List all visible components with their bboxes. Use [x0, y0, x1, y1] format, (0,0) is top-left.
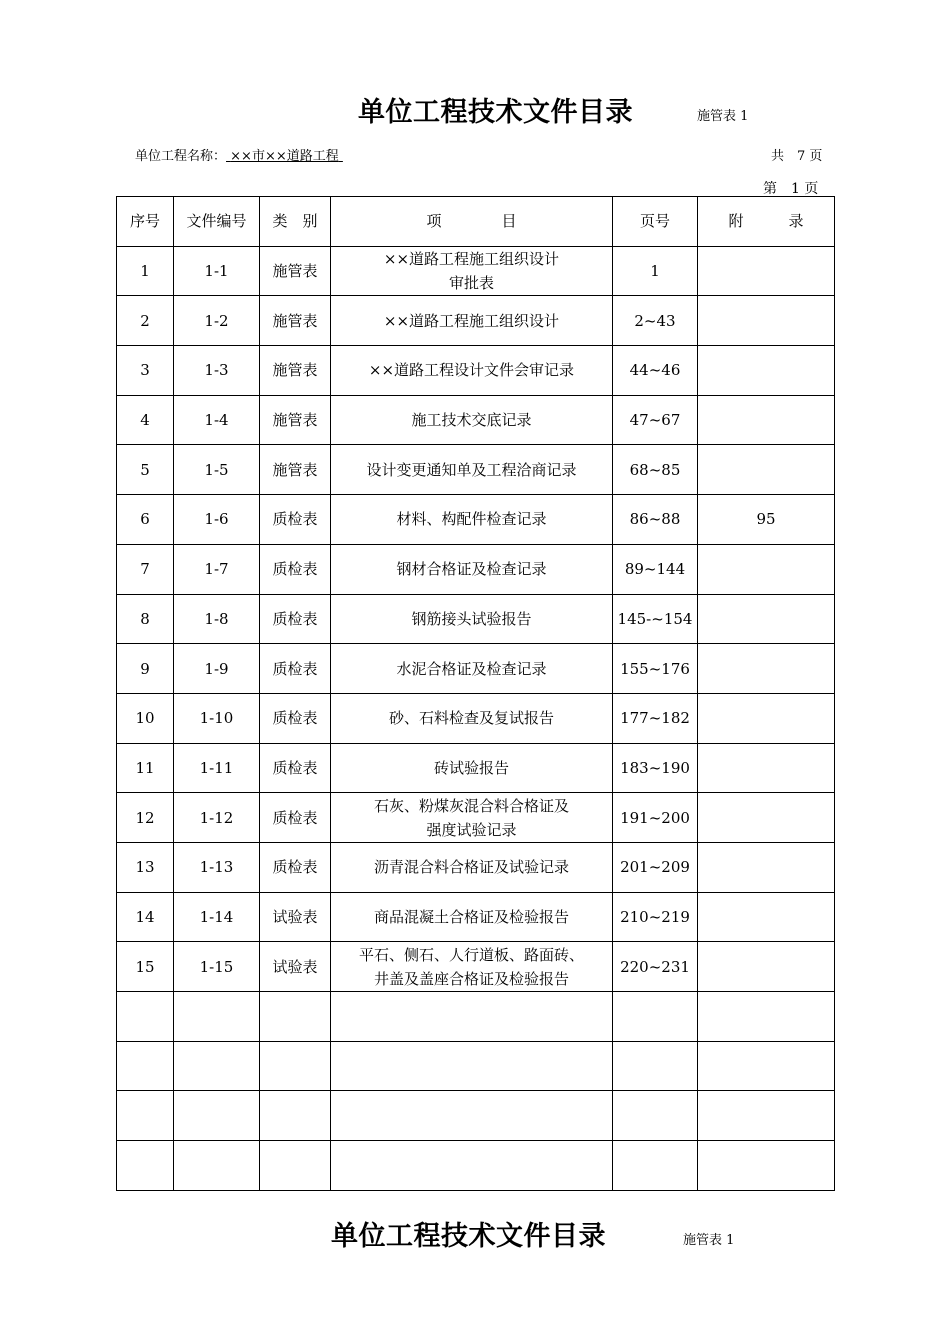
cell-seq: 15	[117, 942, 174, 992]
cell-pages: 145-~154	[613, 594, 698, 644]
cell-category: 质检表	[260, 743, 331, 793]
cell-appendix	[698, 743, 835, 793]
cell-item	[331, 1091, 613, 1141]
cell-appendix	[698, 942, 835, 992]
cell-file-no	[174, 1091, 260, 1141]
header-file-no: 文件编号	[174, 197, 260, 247]
cell-category	[260, 1091, 331, 1141]
cell-file-no	[174, 992, 260, 1042]
item-line: 石灰、粉煤灰混合料合格证及	[373, 796, 569, 815]
cell-appendix	[698, 445, 835, 495]
cell-item	[331, 693, 613, 743]
cell-file-no: 1-11	[174, 743, 260, 793]
cell-appendix	[698, 1041, 835, 1091]
cell-pages: 191~200	[613, 793, 698, 843]
cell-seq: 13	[117, 842, 174, 892]
item-line: 设计变更通知单及工程洽商记录	[366, 460, 577, 479]
cell-seq	[117, 992, 174, 1042]
cell-category: 试验表	[260, 892, 331, 942]
cell-file-no	[174, 1141, 260, 1191]
form-number: 施管表 1	[697, 109, 749, 124]
cell-seq: 1	[117, 246, 174, 296]
header-seq: 序号	[117, 197, 174, 247]
header-item: 项 目	[331, 197, 613, 247]
header-category: 类 别	[260, 197, 331, 247]
cell-appendix	[698, 842, 835, 892]
cell-category: 试验表	[260, 942, 331, 992]
cell-category: 施管表	[260, 246, 331, 296]
cell-category: 质检表	[260, 594, 331, 644]
cell-appendix	[698, 346, 835, 396]
cell-item	[331, 644, 613, 694]
cell-appendix	[698, 395, 835, 445]
cell-seq: 11	[117, 743, 174, 793]
cell-pages: 155~176	[613, 644, 698, 694]
item-line: 井盖及盖座合格证及检验报告	[373, 969, 569, 988]
item-line: 砖试验报告	[433, 758, 509, 777]
cell-file-no: 1-12	[174, 793, 260, 843]
table-row	[117, 296, 835, 346]
cell-seq: 3	[117, 346, 174, 396]
cell-appendix	[698, 892, 835, 942]
cell-seq	[117, 1141, 174, 1191]
table-row	[117, 693, 835, 743]
cell-file-no: 1-10	[174, 693, 260, 743]
cell-file-no: 1-9	[174, 644, 260, 694]
table-header-row	[117, 197, 835, 247]
table-row	[117, 544, 835, 594]
cell-item	[331, 296, 613, 346]
table-row	[117, 1091, 835, 1141]
cell-seq: 14	[117, 892, 174, 942]
cell-item	[331, 892, 613, 942]
table-row	[117, 445, 835, 495]
cell-category: 质检表	[260, 644, 331, 694]
cell-pages: 220~231	[613, 942, 698, 992]
cell-pages: 183~190	[613, 743, 698, 793]
cell-item	[331, 395, 613, 445]
cell-item	[331, 544, 613, 594]
cell-item	[331, 346, 613, 396]
cell-appendix	[698, 594, 835, 644]
cell-file-no: 1-14	[174, 892, 260, 942]
cell-pages: 89~144	[613, 544, 698, 594]
table-row	[117, 644, 835, 694]
item-line: 平石、侧石、人行道板、路面砖、	[358, 945, 584, 964]
cell-item	[331, 1041, 613, 1091]
cell-seq: 4	[117, 395, 174, 445]
cell-seq: 5	[117, 445, 174, 495]
cell-item	[331, 495, 613, 545]
item-line: ××道路工程施工组织设计	[383, 250, 560, 269]
table-row	[117, 395, 835, 445]
cell-category: 施管表	[260, 395, 331, 445]
table-row	[117, 793, 835, 843]
cell-seq: 7	[117, 544, 174, 594]
cell-category: 质检表	[260, 544, 331, 594]
cell-category: 施管表	[260, 346, 331, 396]
cell-appendix	[698, 246, 835, 296]
cell-pages: 68~85	[613, 445, 698, 495]
header-appendix: 附 录	[698, 197, 835, 247]
cell-item	[331, 842, 613, 892]
cell-pages: 201~209	[613, 842, 698, 892]
cell-file-no: 1-13	[174, 842, 260, 892]
cell-pages: 177~182	[613, 693, 698, 743]
total-pages: 共 7 页	[771, 149, 823, 164]
cell-category: 施管表	[260, 445, 331, 495]
cell-category: 质检表	[260, 495, 331, 545]
cell-file-no	[174, 1041, 260, 1091]
cell-seq: 6	[117, 495, 174, 545]
table-row	[117, 1141, 835, 1191]
cell-file-no: 1-3	[174, 346, 260, 396]
table-row	[117, 495, 835, 545]
project-name-label: 单位工程名称：	[135, 149, 227, 164]
cell-seq: 12	[117, 793, 174, 843]
cell-pages	[613, 1041, 698, 1091]
cell-appendix: 95	[698, 495, 835, 545]
table-row	[117, 246, 835, 296]
item-line: 钢筋接头试验报告	[411, 609, 532, 628]
page2-form-number: 施管表 1	[683, 1233, 735, 1248]
cell-pages	[613, 1091, 698, 1141]
item-line: 强度试验记录	[426, 820, 517, 839]
cell-category: 质检表	[260, 793, 331, 843]
cell-item	[331, 1141, 613, 1191]
header-pages: 页号	[613, 197, 698, 247]
cell-appendix	[698, 544, 835, 594]
table-row	[117, 594, 835, 644]
cell-pages	[613, 1141, 698, 1191]
cell-item	[331, 743, 613, 793]
cell-file-no: 1-2	[174, 296, 260, 346]
item-line: 钢材合格证及检查记录	[396, 560, 547, 579]
table-row	[117, 1041, 835, 1091]
cell-file-no: 1-4	[174, 395, 260, 445]
cell-seq: 2	[117, 296, 174, 346]
cell-category: 施管表	[260, 296, 331, 346]
cell-pages: 210~219	[613, 892, 698, 942]
cell-seq: 10	[117, 693, 174, 743]
cell-item	[331, 942, 613, 992]
cell-appendix	[698, 1091, 835, 1141]
cell-appendix	[698, 296, 835, 346]
cell-appendix	[698, 644, 835, 694]
cell-category	[260, 992, 331, 1042]
item-line: 材料、构配件检查记录	[396, 510, 547, 529]
cell-file-no: 1-6	[174, 495, 260, 545]
cell-appendix	[698, 992, 835, 1042]
cell-item	[331, 445, 613, 495]
table-body	[117, 246, 835, 1190]
cell-pages: 2~43	[613, 296, 698, 346]
cell-file-no: 1-15	[174, 942, 260, 992]
table-row	[117, 842, 835, 892]
item-line: 审批表	[448, 274, 494, 293]
cell-item	[331, 594, 613, 644]
file-directory-table	[116, 196, 835, 1191]
cell-seq: 9	[117, 644, 174, 694]
cell-appendix	[698, 1141, 835, 1191]
cell-seq: 8	[117, 594, 174, 644]
table-row	[117, 346, 835, 396]
cell-pages: 44~46	[613, 346, 698, 396]
table-row	[117, 892, 835, 942]
cell-file-no: 1-1	[174, 246, 260, 296]
cell-item	[331, 793, 613, 843]
cell-item	[331, 246, 613, 296]
item-line: 施工技术交底记录	[411, 411, 532, 430]
cell-category: 质检表	[260, 842, 331, 892]
item-line: ××道路工程设计文件会审记录	[368, 361, 575, 380]
page-number: 第 1 页	[763, 181, 819, 197]
cell-pages: 47~67	[613, 395, 698, 445]
page-title: 单位工程技术文件目录	[358, 97, 633, 128]
item-line: 商品混凝土合格证及检验报告	[373, 907, 569, 926]
cell-item	[331, 992, 613, 1042]
table-row	[117, 942, 835, 992]
cell-category	[260, 1141, 331, 1191]
cell-appendix	[698, 793, 835, 843]
cell-seq	[117, 1041, 174, 1091]
cell-category	[260, 1041, 331, 1091]
item-line: 砂、石料检查及复试报告	[388, 709, 554, 728]
table-row	[117, 743, 835, 793]
item-line: 水泥合格证及检查记录	[396, 659, 547, 678]
cell-file-no: 1-7	[174, 544, 260, 594]
cell-appendix	[698, 693, 835, 743]
page2-title: 单位工程技术文件目录	[331, 1221, 606, 1252]
cell-category: 质检表	[260, 693, 331, 743]
cell-file-no: 1-5	[174, 445, 260, 495]
cell-pages: 86~88	[613, 495, 698, 545]
cell-seq	[117, 1091, 174, 1141]
cell-pages: 1	[613, 246, 698, 296]
item-line: ××道路工程施工组织设计	[383, 311, 560, 330]
cell-pages	[613, 992, 698, 1042]
project-name-value: ××市××道路工程	[230, 149, 339, 164]
project-name-row	[135, 145, 343, 164]
table-row	[117, 992, 835, 1042]
item-line: 沥青混合料合格证及试验记录	[373, 858, 569, 877]
cell-file-no: 1-8	[174, 594, 260, 644]
